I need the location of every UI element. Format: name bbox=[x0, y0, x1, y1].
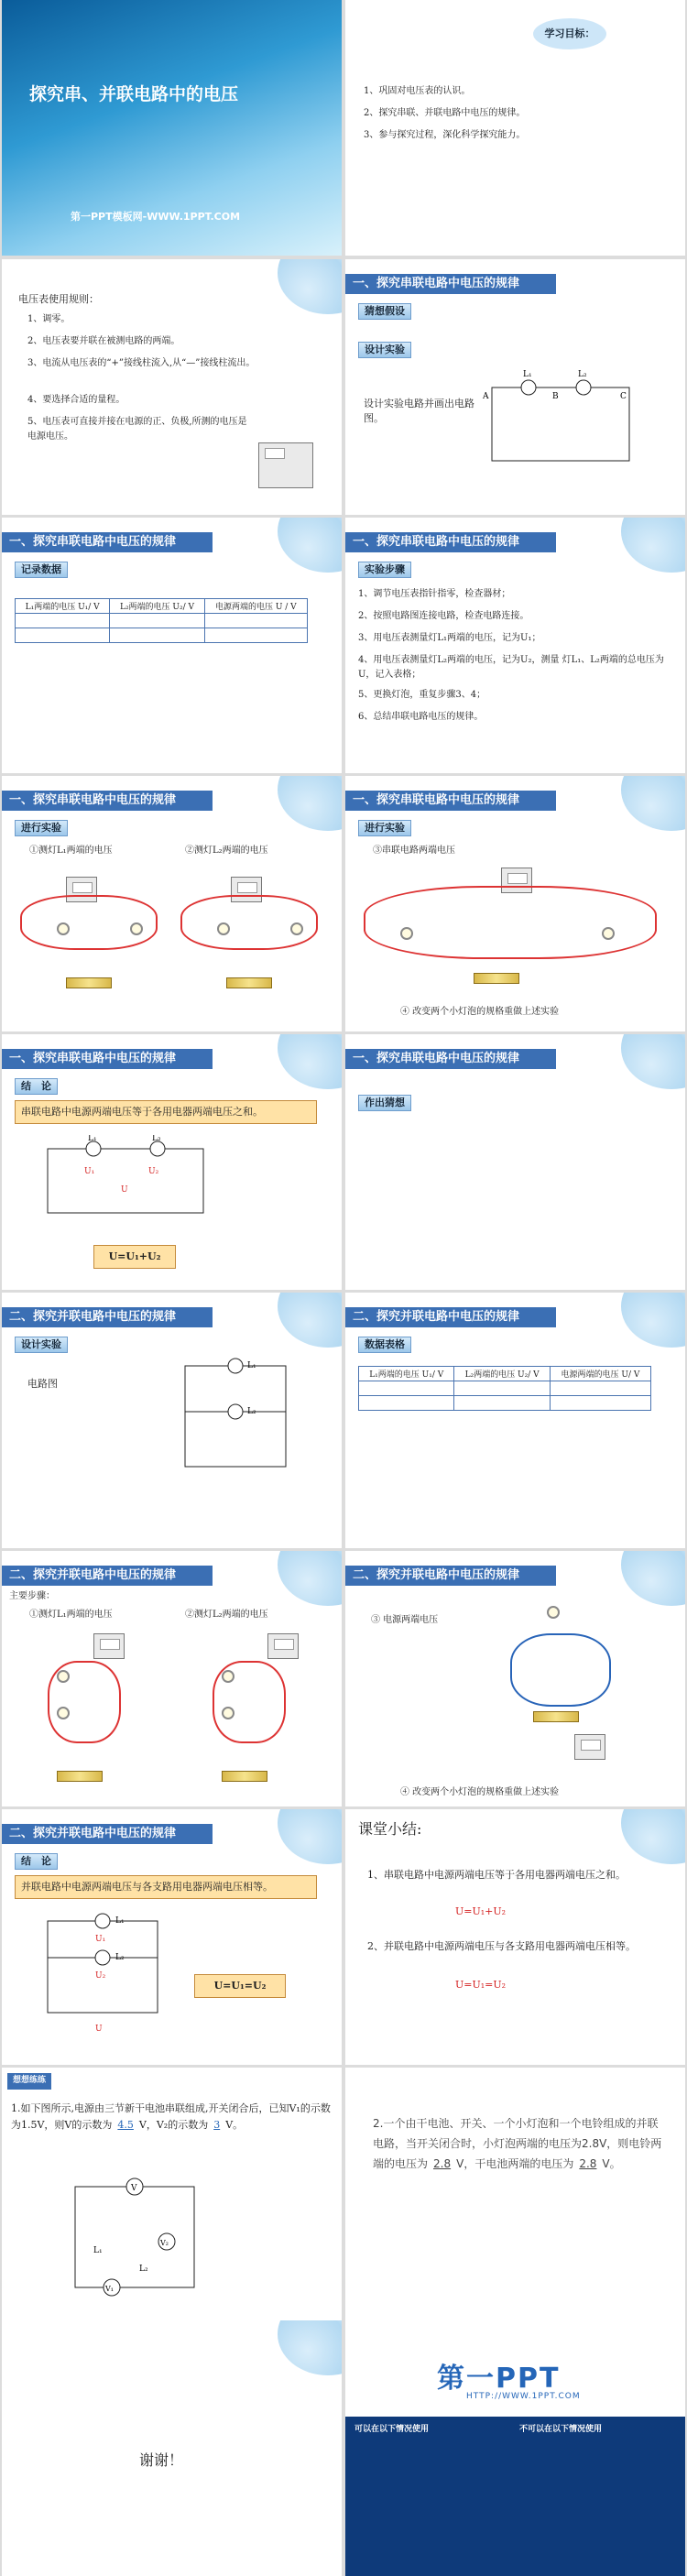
corner-decoration bbox=[278, 1034, 342, 1089]
can-use-heading: 可以在以下情况使用 bbox=[354, 2425, 430, 2434]
objective-2: 2、探究串联、并联电路中电压的规律。 bbox=[364, 108, 526, 118]
label-l1: L₁ bbox=[88, 1135, 97, 1143]
corner-decoration bbox=[278, 1809, 342, 1864]
section-header: 二、探究并联电路中电压的规律 bbox=[345, 1566, 556, 1586]
battery-icon bbox=[226, 977, 272, 988]
tag-table: 数据表格 bbox=[358, 1337, 411, 1353]
col-u2: L₂两端的电压 U₂/ V bbox=[110, 599, 204, 614]
rules-heading: 电压表使用规则： bbox=[18, 293, 99, 305]
brand-url: HTTP://WWW.1PPT.COM bbox=[466, 2392, 581, 2401]
corner-decoration bbox=[621, 1809, 685, 1864]
tag-conclusion: 结 论 bbox=[15, 1078, 58, 1095]
slide-exercise-1 bbox=[2, 2068, 342, 2323]
bulb-icon bbox=[547, 1606, 560, 1619]
bulb-icon bbox=[57, 1670, 70, 1683]
slide-parallel-design bbox=[2, 1293, 342, 1548]
bulb-icon bbox=[57, 922, 70, 935]
caption-2: ②测灯L₂两端的电压 bbox=[185, 1610, 268, 1620]
caption-2: ②测灯L₂两端的电压 bbox=[185, 846, 268, 856]
parallel-formula: U=U₁=U₂ bbox=[194, 1974, 286, 1998]
tag-design: 设计实验 bbox=[15, 1337, 68, 1353]
voltmeter-icon bbox=[93, 1633, 125, 1659]
answer-1: 4.5 bbox=[117, 2119, 134, 2131]
objective-3: 3、参与探究过程，深化科学探究能力。 bbox=[364, 130, 526, 140]
thanks-text: 谢谢！ bbox=[139, 2451, 184, 2469]
series-formula: U=U₁+U₂ bbox=[93, 1245, 176, 1269]
exercise-question bbox=[11, 2101, 332, 2134]
voltmeter-icon bbox=[574, 1734, 605, 1760]
label-l2: L₂ bbox=[578, 370, 587, 379]
section-header: 二、探究并联电路中电压的规律 bbox=[345, 1307, 556, 1327]
wire bbox=[510, 1633, 611, 1707]
section-header: 一、探究串联电路中电压的规律 bbox=[345, 1049, 556, 1069]
exercise-question bbox=[373, 2113, 666, 2174]
corner-decoration bbox=[278, 1551, 342, 1606]
caption-3: ③ 电源两端电压 bbox=[371, 1615, 439, 1625]
step-6: 6、总结串联电路电压的规律。 bbox=[358, 712, 484, 722]
cover-title: 探究串、并联电路中的电压 bbox=[29, 84, 239, 104]
cover-subtitle: 第一PPT模板网-WWW.1PPT.COM bbox=[71, 211, 241, 223]
series-voltage-diagram bbox=[38, 1135, 222, 1236]
objective-badge: 学习目标： bbox=[533, 18, 606, 49]
caption-3: ③串联电路两端电压 bbox=[373, 846, 455, 856]
section-header: 一、探究串联电路中电压的规律 bbox=[345, 532, 556, 552]
summary-formula-2: U=U₁=U₂ bbox=[455, 1979, 507, 1991]
slide-objectives bbox=[345, 0, 685, 256]
slide-series-steps bbox=[345, 518, 685, 773]
battery-icon bbox=[474, 973, 519, 984]
conclusion-box: 并联电路中电源两端电压与各支路用电器两端电压相等。 bbox=[15, 1875, 317, 1899]
step-5: 5、更换灯泡，重复步骤3、4； bbox=[358, 690, 486, 700]
bulb-icon bbox=[222, 1707, 234, 1719]
bulb-icon bbox=[290, 922, 303, 935]
slide-series-design bbox=[345, 259, 685, 515]
exercise-tag: 想想练练 bbox=[7, 2073, 51, 2090]
tag-record: 记录数据 bbox=[15, 562, 68, 578]
tag-hypothesis: 猜想假设 bbox=[358, 303, 411, 320]
bulb-icon bbox=[130, 922, 143, 935]
section-header: 二、探究并联电路中电压的规律 bbox=[2, 1307, 213, 1327]
slide-series-experiment-2 bbox=[345, 776, 685, 1031]
corner-decoration bbox=[278, 1293, 342, 1348]
voltmeter-image bbox=[258, 442, 313, 488]
battery-icon bbox=[533, 1711, 579, 1722]
corner-decoration bbox=[621, 1034, 685, 1089]
label-l2: L₂ bbox=[152, 1135, 161, 1143]
question-text: 1.如下图所示,电源由三节新干电池串联组成,开关闭合后，已知V₁的示数为1.5V，则V的示数为 bbox=[11, 2102, 331, 2131]
slide-parallel-experiment-1 bbox=[2, 1551, 342, 1806]
col-u: 电源两端的电压 U / V bbox=[204, 599, 307, 614]
brand-logo: 第一PPT bbox=[437, 2363, 561, 2395]
col-u1: L₁两端的电压 U₁/ V bbox=[359, 1367, 454, 1381]
label-u: U bbox=[95, 2025, 103, 2034]
question-end: V。 bbox=[225, 2119, 244, 2131]
label-l2: L₂ bbox=[139, 2265, 148, 2274]
summary-title: 课堂小结: bbox=[358, 1820, 422, 1838]
rule-1: 1、调零。 bbox=[27, 314, 71, 324]
series-data-table bbox=[15, 598, 308, 643]
diagram-label: 电路图 bbox=[27, 1378, 58, 1390]
slide-exercise-2 bbox=[345, 2068, 685, 2323]
steps-heading: 主要步骤： bbox=[9, 1591, 55, 1601]
rule-3: 3、电流从电压表的“+”接线柱流入,从“—”接线柱流出。 bbox=[27, 358, 256, 368]
summary-point-2: 2、并联电路中电源两端电压与各支路用电器两端电压相等。 bbox=[367, 1940, 636, 1952]
voltmeter-icon bbox=[267, 1633, 299, 1659]
slide-voltmeter-rules bbox=[2, 259, 342, 515]
label-u1: U₁ bbox=[95, 1935, 106, 1944]
design-text: 设计实验电路并画出电路图。 bbox=[364, 398, 474, 424]
tag-hypothesis: 作出猜想 bbox=[358, 1095, 411, 1111]
info-panel bbox=[345, 2417, 685, 2576]
tag-steps: 实验步骤 bbox=[358, 562, 411, 578]
question-mid: V，V₂的示数为 bbox=[138, 2119, 209, 2131]
parallel-voltage-diagram bbox=[29, 1912, 185, 2049]
tag-design: 设计实验 bbox=[358, 342, 411, 358]
slide-cover bbox=[2, 0, 342, 256]
section-header: 一、探究串联电路中电压的规律 bbox=[2, 1049, 213, 1069]
meter-v2: V₂ bbox=[160, 2239, 169, 2247]
question-end: V。 bbox=[602, 2157, 621, 2170]
slide-series-experiment-1 bbox=[2, 776, 342, 1031]
label-l1: L₁ bbox=[93, 2246, 103, 2255]
rule-2: 2、电压表要并联在被测电路的两端。 bbox=[27, 336, 180, 346]
slide-parallel-conclusion bbox=[2, 1809, 342, 2065]
bulb-icon bbox=[222, 1670, 234, 1683]
section-header: 一、探究串联电路中电压的规律 bbox=[345, 791, 556, 811]
rule-5: 5、电压表可直接并接在电源的正、负极,所测的电压是电源电压。 bbox=[27, 417, 247, 442]
col-u: 电源两端的电压 U/ V bbox=[550, 1367, 650, 1381]
slide-brand bbox=[345, 2320, 685, 2576]
step-4: 4、用电压表测量灯L₂两端的电压，记为U₂，测量 灯L₁、L₂两端的总电压为U，记入表格； bbox=[358, 655, 664, 680]
label-l1: L₁ bbox=[247, 1361, 256, 1370]
section-header: 一、探究串联电路中电压的规律 bbox=[2, 532, 213, 552]
label-b: B bbox=[552, 392, 559, 401]
corner-decoration bbox=[621, 1551, 685, 1606]
label-l1: L₁ bbox=[115, 1916, 125, 1926]
section-header: 二、探究并联电路中电压的规律 bbox=[2, 1566, 213, 1586]
label-u: U bbox=[121, 1185, 128, 1195]
label-l1: L₁ bbox=[523, 370, 532, 379]
question-mid: V，干电池两端的电压为 bbox=[456, 2157, 574, 2170]
slide-thanks bbox=[2, 2320, 342, 2576]
parallel-circuit-diagram bbox=[167, 1357, 304, 1476]
col-u1: L₁两端的电压 U₁/ V bbox=[16, 599, 110, 614]
step-3: 3、用电压表测量灯L₁两端的电压，记为U₁； bbox=[358, 633, 541, 643]
meter-v: V bbox=[131, 2184, 137, 2193]
step-2: 2、按照电路图连接电路，检查电路连接。 bbox=[358, 611, 529, 621]
slide-parallel-hypothesis bbox=[345, 1034, 685, 1290]
caption-4: ④ 改变两个小灯泡的规格重做上述实验 bbox=[400, 1787, 560, 1797]
section-header: 一、探究串联电路中电压的规律 bbox=[345, 274, 556, 294]
bulb-icon bbox=[602, 927, 615, 940]
objective-1: 1、巩固对电压表的认识。 bbox=[364, 86, 471, 96]
battery-icon bbox=[57, 1771, 103, 1782]
corner-decoration bbox=[621, 1293, 685, 1348]
answer-2: 3 bbox=[213, 2119, 221, 2131]
series-circuit-diagram bbox=[483, 369, 648, 479]
battery-icon bbox=[66, 977, 112, 988]
cannot-use-heading: 不可以在以下情况使用 bbox=[519, 2425, 603, 2434]
bulb-icon bbox=[217, 922, 230, 935]
section-header: 一、探究串联电路中电压的规律 bbox=[2, 791, 213, 811]
corner-decoration bbox=[621, 518, 685, 573]
caption-1: ①测灯L₁两端的电压 bbox=[29, 1610, 113, 1620]
tag-experiment: 进行实验 bbox=[358, 820, 411, 836]
label-u1: U₁ bbox=[84, 1167, 95, 1176]
corner-decoration bbox=[278, 776, 342, 831]
slide-series-conclusion bbox=[2, 1034, 342, 1290]
slide-parallel-table bbox=[345, 1293, 685, 1548]
answer-1: 2.8 bbox=[433, 2157, 452, 2170]
section-header: 二、探究并联电路中电压的规律 bbox=[2, 1824, 213, 1844]
corner-decoration bbox=[278, 518, 342, 573]
label-c: C bbox=[620, 392, 627, 401]
label-l2: L₂ bbox=[115, 1953, 125, 1962]
question-text: 2.一个由干电池、开关、一个小灯泡和一个电铃组成的并联电路，当开关闭合时，小灯泡两端的电压为2.8V，则电铃两端的电压为 bbox=[373, 2117, 662, 2170]
bulb-icon bbox=[57, 1707, 70, 1719]
caption-1: ①测灯L₁两端的电压 bbox=[29, 846, 113, 856]
caption-4: ④ 改变两个小灯泡的规格重做上述实验 bbox=[400, 1007, 560, 1017]
summary-point-1: 1、串联电路中电源两端电压等于各用电器两端电压之和。 bbox=[367, 1869, 626, 1881]
exercise-circuit-diagram bbox=[57, 2168, 222, 2315]
meter-v1: V₁ bbox=[105, 2285, 114, 2293]
slide-record-data bbox=[2, 518, 342, 773]
corner-decoration bbox=[278, 259, 342, 314]
answer-2: 2.8 bbox=[579, 2157, 597, 2170]
slide-parallel-experiment-2 bbox=[345, 1551, 685, 1806]
summary-formula-1: U=U₁+U₂ bbox=[455, 1905, 507, 1917]
battery-icon bbox=[222, 1771, 267, 1782]
corner-decoration bbox=[621, 776, 685, 831]
tag-conclusion: 结 论 bbox=[15, 1853, 58, 1870]
parallel-data-table bbox=[358, 1366, 651, 1411]
corner-decoration bbox=[278, 2320, 342, 2375]
slide-summary bbox=[345, 1809, 685, 2065]
col-u2: L₂两端的电压 U₂/ V bbox=[454, 1367, 550, 1381]
label-u2: U₂ bbox=[95, 1971, 106, 1981]
conclusion-box: 串联电路中电源两端电压等于各用电器两端电压之和。 bbox=[15, 1100, 317, 1124]
step-1: 1、调节电压表指针指零，检查器材； bbox=[358, 589, 511, 599]
rule-4: 4、要选择合适的量程。 bbox=[27, 395, 125, 405]
tag-experiment: 进行实验 bbox=[15, 820, 68, 836]
label-a: A bbox=[483, 392, 489, 401]
label-u2: U₂ bbox=[148, 1167, 159, 1176]
wire bbox=[364, 886, 657, 959]
label-l2: L₂ bbox=[247, 1407, 256, 1416]
bulb-icon bbox=[400, 927, 413, 940]
